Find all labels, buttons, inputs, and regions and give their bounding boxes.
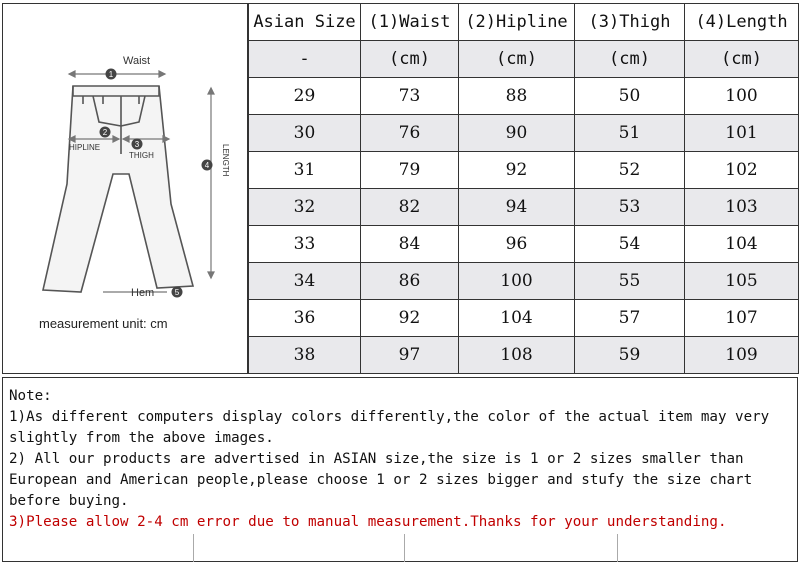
table-units-row (249, 41, 799, 78)
label-waist: Waist (123, 55, 151, 67)
unit-cell: (cm) (459, 41, 575, 78)
marker-text-3: 3 (134, 140, 140, 149)
table-cell: 104 (459, 300, 575, 337)
table-cell: 100 (459, 263, 575, 300)
table-row (249, 300, 799, 337)
table-cell: 105 (685, 263, 799, 300)
table-cell: 31 (249, 152, 361, 189)
table-cell: 76 (361, 115, 459, 152)
table-cell: 97 (361, 337, 459, 374)
table-cell: 96 (459, 226, 575, 263)
note-warning: 3)Please allow 2-4 cm error due to manual measurement.Thanks for your understanding. (9, 514, 727, 530)
label-hipline: HIPLINE (69, 143, 101, 152)
table-cell: 53 (575, 189, 685, 226)
unit-cell: - (249, 41, 361, 78)
table-cell: 33 (249, 226, 361, 263)
notes-box (2, 377, 798, 562)
table-cell: 50 (575, 78, 685, 115)
marker-text-5: 5 (174, 288, 180, 297)
size-table (248, 3, 799, 374)
table-cell: 55 (575, 263, 685, 300)
table-row (249, 152, 799, 189)
marker-text-1: 1 (108, 70, 114, 79)
note-line-1: 1)As different computers display colors differently,the color of the actual item may very slightly from the above images. (9, 409, 778, 446)
table-cell: 54 (575, 226, 685, 263)
table-cell: 107 (685, 300, 799, 337)
table-cell: 108 (459, 337, 575, 374)
label-thigh: THIGH (129, 151, 154, 160)
table-cell: 29 (249, 78, 361, 115)
table-cell: 104 (685, 226, 799, 263)
table-cell: 79 (361, 152, 459, 189)
table-cell: 86 (361, 263, 459, 300)
table-cell: 82 (361, 189, 459, 226)
table-cell: 34 (249, 263, 361, 300)
table-cell: 90 (459, 115, 575, 152)
table-row (249, 263, 799, 300)
divider-tick (404, 534, 405, 562)
unit-cell: (cm) (685, 41, 799, 78)
table-cell: 103 (685, 189, 799, 226)
divider-tick (617, 534, 618, 562)
table-cell: 51 (575, 115, 685, 152)
marker-text-4: 4 (204, 161, 210, 170)
table-cell: 92 (361, 300, 459, 337)
divider-tick (193, 534, 194, 562)
table-cell: 52 (575, 152, 685, 189)
table-cell: 59 (575, 337, 685, 374)
table-cell: 92 (459, 152, 575, 189)
table-row (249, 189, 799, 226)
table-cell: 73 (361, 78, 459, 115)
table-cell: 57 (575, 300, 685, 337)
table-cell: 109 (685, 337, 799, 374)
table-row (249, 78, 799, 115)
table-cell: 36 (249, 300, 361, 337)
note-line-2: 2) All our products are advertised in ASIAN size,the size is 1 or 2 sizes smaller than European and American people,please choose 1 or 2 sizes bigger and stufy the size chart before buying. (9, 451, 761, 509)
note-title: Note: (9, 388, 52, 404)
unit-cell: (cm) (575, 41, 685, 78)
table-row (249, 226, 799, 263)
label-hem: Hem (131, 287, 155, 299)
table-row (249, 115, 799, 152)
table-cell: 101 (685, 115, 799, 152)
header-waist: (1)Waist (361, 4, 459, 41)
unit-cell: (cm) (361, 41, 459, 78)
table-cell: 88 (459, 78, 575, 115)
header-thigh: (3)Thigh (575, 4, 685, 41)
table-cell: 94 (459, 189, 575, 226)
table-cell: 84 (361, 226, 459, 263)
marker-text-2: 2 (102, 128, 108, 137)
table-header-row (249, 4, 799, 41)
pants-measurement-illustration (2, 3, 248, 374)
table-cell: 30 (249, 115, 361, 152)
table-cell: 32 (249, 189, 361, 226)
label-length: LENGTH (221, 144, 230, 177)
header-asian-size: Asian Size (249, 4, 361, 41)
measurement-unit-label: measurement unit: cm (39, 316, 168, 331)
table-cell: 102 (685, 152, 799, 189)
table-cell: 38 (249, 337, 361, 374)
table-cell: 100 (685, 78, 799, 115)
header-hipline: (2)Hipline (459, 4, 575, 41)
table-row (249, 337, 799, 374)
header-length: (4)Length (685, 4, 799, 41)
